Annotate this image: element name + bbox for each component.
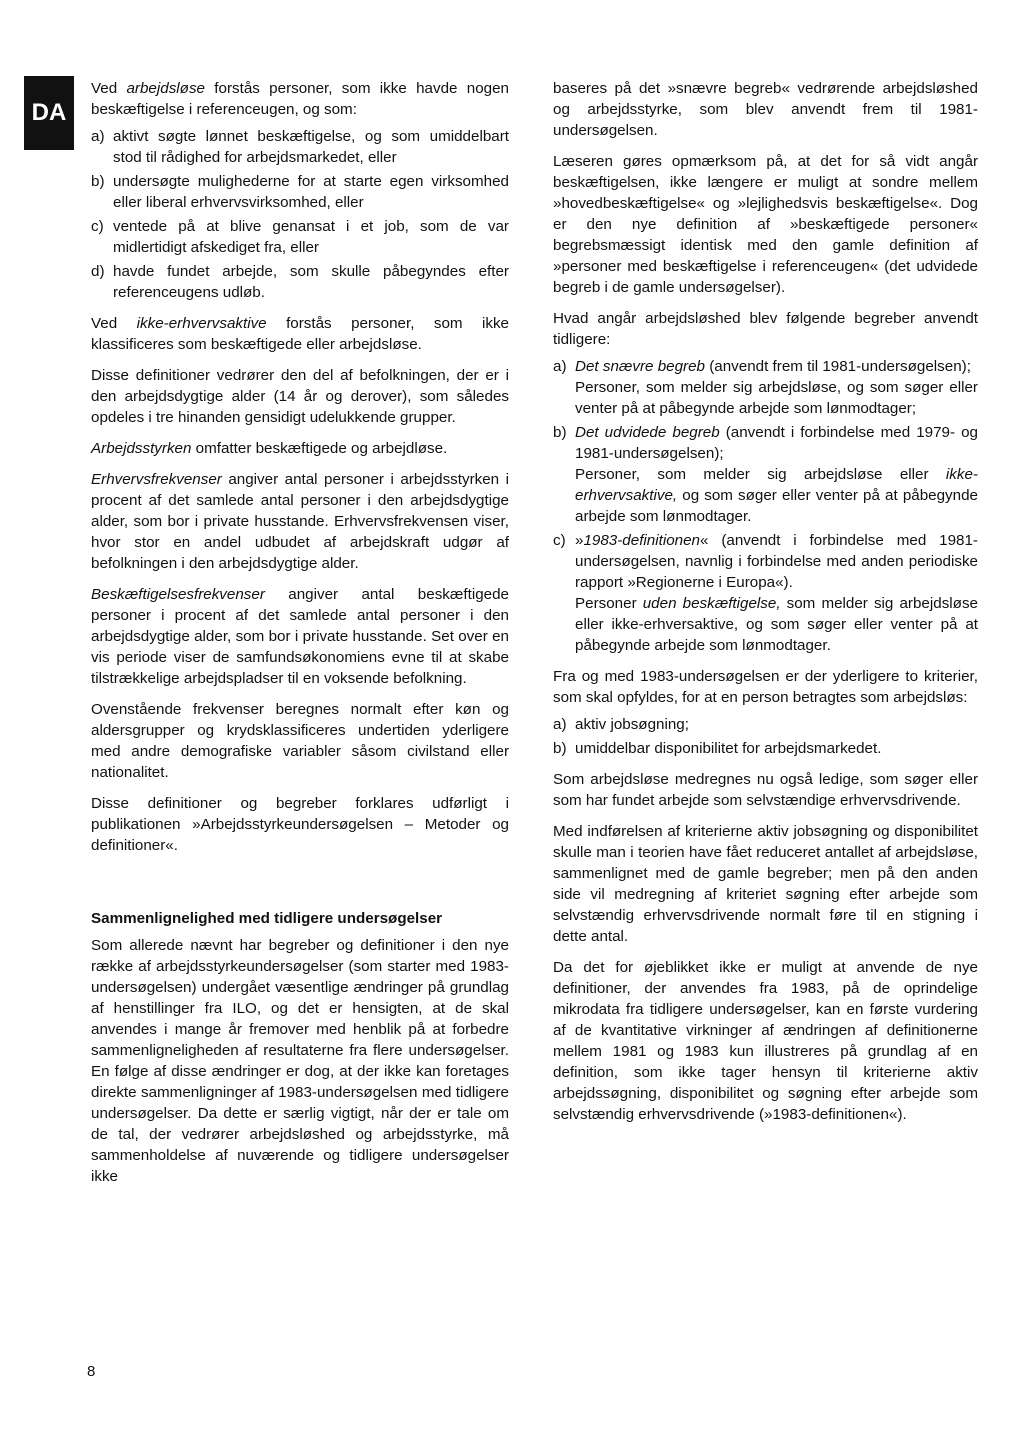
text-span: angiver antal beskæftigede personer i procent af det samlede antal personer i den arbejdsdygtige alder, som bor i private husstande. Set over en vis periode viser de samfundsøkonomiens evne til at skabe tilstrækkelige arbejdspladser til en voksende befolkning. xyxy=(91,586,509,687)
page-number: 8 xyxy=(87,1363,96,1380)
text-span: forstås personer, som ikke havde nogen beskæftigelse i referenceugen, og som: xyxy=(91,80,509,118)
text-span: Personer, som melder sig arbejdsløse eller xyxy=(575,466,946,483)
paragraph-additional-criteria: Fra og med 1983-undersøgelsen er der yderligere to kriterier, som skal opfyldes, for at en person betragtes som arbejdsløs: xyxy=(553,668,978,706)
term-arbejdslose: arbejdsløse xyxy=(126,80,205,97)
list-text: aktivt søgte lønnet beskæftigelse, og som umiddelbart stod til rådighed for arbejdsmarkedet, eller xyxy=(113,128,509,166)
text-span: angiver antal personer i arbejdsstyrken i procent af det samlede antal personer i den arbejdsdygtige alder, som bor i private husstande. Erhvervsfrekvensen viser, hvor stor en andel udbudet af arbejdskraft udgør af befolkningen i den arbejdsdygtige alder. xyxy=(91,471,509,572)
text-span: Ved xyxy=(91,315,137,332)
text-span: forstås personer, som ikke klassificeres som beskæftigede eller arbejdsløse. xyxy=(91,315,510,353)
list-text xyxy=(575,530,978,656)
list-label: c) xyxy=(553,532,566,549)
paragraph-frequencies: Ovenstående frekvenser beregnes normalt efter køn og aldersgrupper og krydsklassificeres undertiden yderligere med andre demografiske variabler såsom civilstand eller nationalitet. xyxy=(91,701,509,781)
text-span: (anvendt frem til 1981-undersøgelsen); xyxy=(705,358,971,375)
list-label: b) xyxy=(553,424,567,441)
term-arbejdsstyrken: Arbejdsstyrken xyxy=(91,440,192,457)
list-label: a) xyxy=(553,716,567,733)
list-label: d) xyxy=(91,263,105,280)
paragraph-microdata: Da det for øjeblikket ikke er muligt at anvende de nye definitioner, der anvendes fra 1983, på de oprindelige mikrodata fra tidligere undersøgelser, kan en første vurdering af de kvantitative virkninger af ændringen af definitionerne mellem 1981 og 1983 kun illustreres på grundlag af en definition, som ikke tager hensyn til kriterierne aktiv arbejdssøgning, disponibilitet og søgning efter arbejde som selvstændig erhvervsdrivende (»1983-definitionen«). xyxy=(553,959,978,1123)
language-tab: DA xyxy=(24,76,74,150)
list-item xyxy=(91,171,509,213)
paragraph-inactive-definition xyxy=(91,313,509,355)
paragraph-activity-rates xyxy=(91,469,509,574)
paragraph-working-age: Disse definitioner vedrører den del af befolkningen, der er i den arbejdsdygtige alder (14 år og derover), som således opdeles i tre hinanden gensidigt udelukkende grupper. xyxy=(91,367,509,426)
text-span: Ved xyxy=(91,80,127,97)
list-item xyxy=(91,216,509,258)
text-span: som melder sig arbejdsløse eller ikke-erhversaktive, og som søger eller venter på at påbegynde arbejde som lønmodtager. xyxy=(575,595,978,654)
term-1983-definitionen: 1983-definitionen xyxy=(583,532,700,549)
paragraph-employment-rates xyxy=(91,584,509,689)
list-label: c) xyxy=(91,218,104,235)
paragraph-narrow-concept: baseres på det »snævre begreb« vedrørende arbejdsløshed og arbejdsstyrke, som blev anvendt frem til 1981-undersøgelsen. xyxy=(553,80,978,139)
section-heading: Sammenlignelighed med tidligere undersøgelser xyxy=(91,910,443,927)
paragraph-comparability: Som allerede nævnt har begreber og definitioner i den nye række af arbejdsstyrkeundersøgelser (som starter med 1983-undersøgelsen) undergået væsentlige ændringer på grundlag af henstillinger fra ILO, og det er hensigten, at de skal anvendes i mange år fremover med henblik på at forbedre sammenligneligheden af resultaterne fra flere undersøgelser. En følge af disse ændringer er dog, at der ikke kan foretages direkte sammenligninger af 1983-undersøgelsen med tidligere undersøgelser. Da dette er særlig vigtigt, når der er tale om de tal, der vedrører arbejdsløshed og arbejdsstyrke, må sammenholdelse af nuværende og tidligere undersøgelser ikke xyxy=(91,937,509,1185)
list-text: undersøgte mulighederne for at starte egen virksomhed eller liberal erhvervsvirksomhed, eller xyxy=(113,173,509,211)
list-label: b) xyxy=(91,173,105,190)
paragraph-unemployed-definition xyxy=(91,78,509,120)
list-text xyxy=(575,356,978,419)
paragraph-reader-note: Læseren gøres opmærksom på, at det for så vidt angår beskæftigelsen, ikke længere er muligt at sondre mellem »hovedbeskæftigelse« og »lejlighedsvis beskæftigelse«. Dog er den nye definition af »beskæftigede personer« begrebsmæssigt identisk med den gamle definition af »personer med beskæftigelse i referenceugen« (det udvidede begreb i de gamle undersøgelser). xyxy=(553,153,978,296)
paragraph-criteria-effect: Med indførelsen af kriterierne aktiv jobsøgning og disponibilitet skulle man i teorien have fået reduceret antallet af arbejdsløse, sammenlignet med de gamle begreber; men på den anden side vil medregning af kriteriet søgning efter arbejde som selvstændig erhvervsdrivende normalt føre til en stigning i dette antal. xyxy=(553,823,978,945)
list-subtext: Personer, som melder sig arbejdsløse, og som søger eller venter på at påbegynde arbejde som lønmodtager; xyxy=(575,379,978,417)
list-text: ventede på at blive genansat i et job, som de var midlertidigt afskediget fra, eller xyxy=(113,218,509,256)
list-text xyxy=(575,422,978,527)
list-item-extended xyxy=(553,422,978,527)
text-span: » xyxy=(575,532,584,549)
text-span: (anvendt i forbindelse med 1979- og 1981-undersøgelsen); xyxy=(575,424,978,462)
paragraph-publication-reference: Disse definitioner og begreber forklares udførligt i publikationen »Arbejdsstyrkeundersøgelsen – Metoder og definitioner«. xyxy=(91,795,509,854)
list-text: umiddelbar disponibilitet for arbejdsmarkedet. xyxy=(575,740,882,757)
section-comparability xyxy=(91,908,509,1187)
list-item-1983 xyxy=(553,530,978,656)
right-column xyxy=(553,78,978,1135)
text-span: « (anvendt i forbindelse med 1981-undersøgelsen, navnlig i forbindelse med anden periodiske rapport »Regionerne i Europa«). xyxy=(575,532,978,591)
paragraph-self-employed: Som arbejdsløse medregnes nu også ledige, som søger eller som har fundet arbejde som selvstændige erhvervsdrivende. xyxy=(553,771,978,809)
list-item-narrow xyxy=(553,356,978,419)
term-erhvervsfrekvenser: Erhvervsfrekvenser xyxy=(91,471,222,488)
text-span: omfatter beskæftigede og arbejdløse. xyxy=(191,440,448,457)
term-ikke-erhvervsaktive: ikke-erhvervsaktive xyxy=(136,315,267,332)
term-uden-beskaeftigelse: uden beskæftigelse, xyxy=(642,595,781,612)
list-label: a) xyxy=(553,358,567,375)
list-item xyxy=(553,714,978,735)
paragraph-labour-force xyxy=(91,438,509,459)
term-udvidede-begreb: Det udvidede begreb xyxy=(575,424,720,441)
list-label: a) xyxy=(91,128,105,145)
left-column xyxy=(91,78,509,1197)
list-item xyxy=(553,738,978,759)
term-ikke-erhvervsaktive: ikke-erhvervsaktive, xyxy=(575,466,978,504)
list-label: b) xyxy=(553,740,567,757)
list-item xyxy=(91,261,509,303)
text-span: og som søger eller venter på at påbegynde arbejde som lønmodtager. xyxy=(575,487,978,525)
list-text: havde fundet arbejde, som skulle påbegyndes efter referenceugens udløb. xyxy=(113,263,509,301)
list-text: aktiv jobsøgning; xyxy=(575,716,689,733)
term-snaevre-begreb: Det snævre begreb xyxy=(575,358,706,375)
paragraph-earlier-concepts: Hvad angår arbejdsløshed blev følgende begreber anvendt tidligere: xyxy=(553,310,978,348)
term-beskaeftigelsesfrekvenser: Beskæftigelsesfrekvenser xyxy=(91,586,265,603)
text-span: Personer xyxy=(575,595,643,612)
list-item xyxy=(91,126,509,168)
